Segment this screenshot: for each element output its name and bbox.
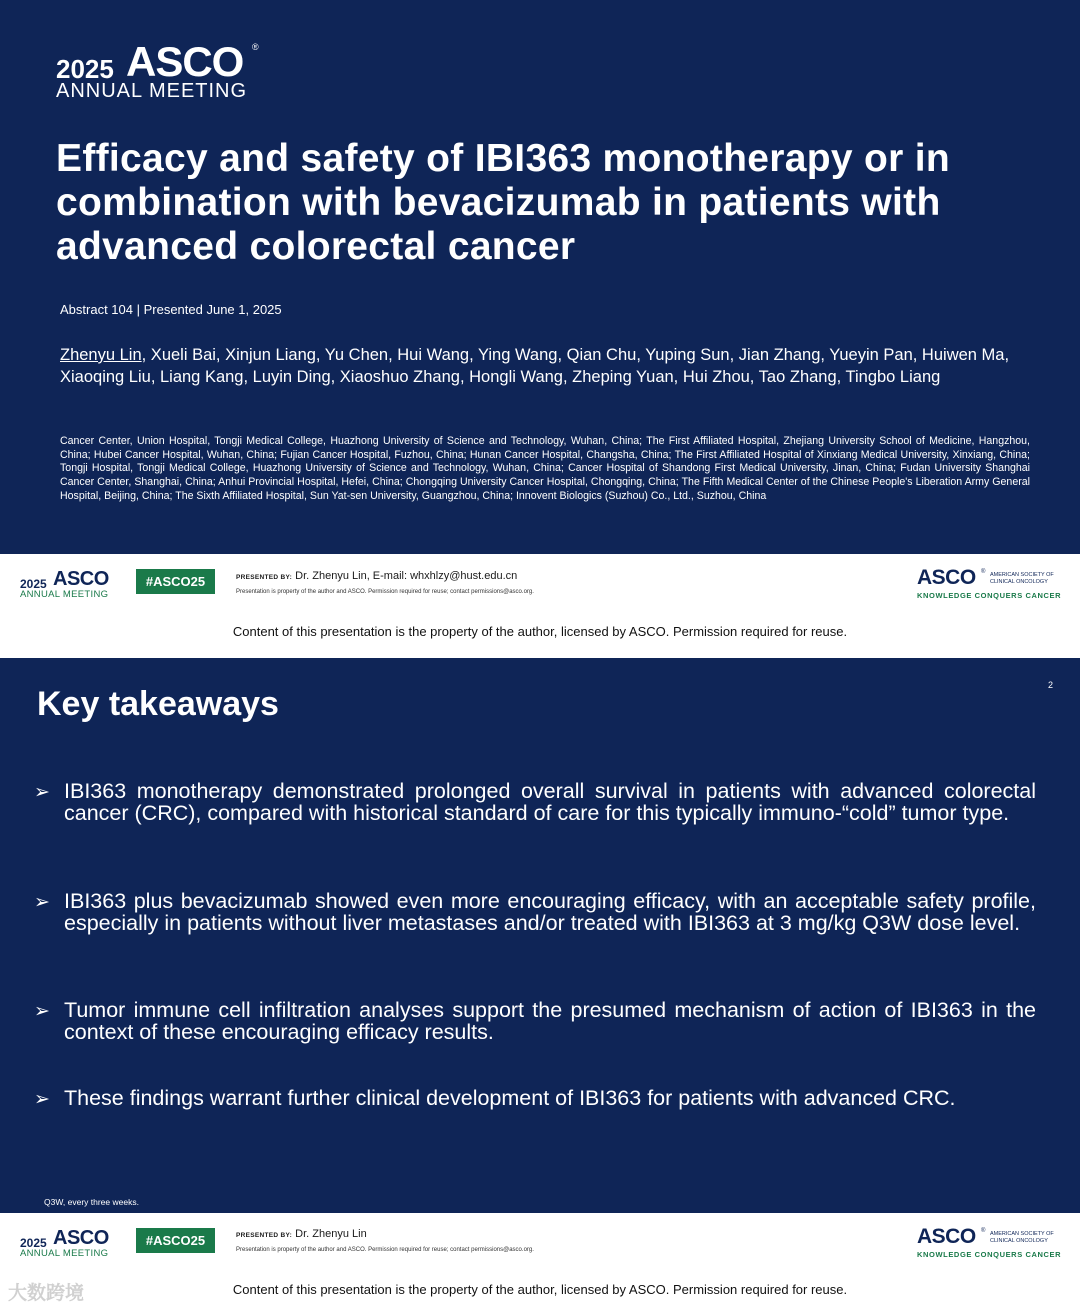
abbreviation-footnote: Q3W, every three weeks. <box>44 1197 139 1207</box>
society-tagline: KNOWLEDGE CONQUERS CANCER <box>917 1250 1062 1259</box>
footer-logo-year: 2025 <box>20 577 47 591</box>
society-registered-mark: ® <box>981 569 986 575</box>
society-name: AMERICAN SOCIETY OF CLINICAL ONCOLOGY <box>990 1231 1054 1244</box>
abstract-info: Abstract 104 | Presented June 1, 2025 <box>60 302 282 317</box>
logo-subtitle: ANNUAL MEETING <box>56 80 248 102</box>
presented-by <box>236 1228 367 1240</box>
society-name: AMERICAN SOCIETY OF CLINICAL ONCOLOGY <box>990 572 1054 585</box>
footer-logo-year: 2025 <box>20 1236 47 1250</box>
presented-by <box>236 570 517 582</box>
affiliations: Cancer Center, Union Hospital, Tongji Medical College, Huazhong University of Science and Technology, Wuhan, China; The First Affiliated Hospital, Zhejiang University School of Medicine, Hangzhou, China; Hubei Cancer Hospital, Wuhan, China; Fujian Cancer Hospital, Fuzhou, China; Hunan Cancer Hospital, Changsha, China; The First Affiliated Hospital of Xinxiang Medical University, Xinxiang, China; Tongji Hospital, Tongji Medical College, Huazhong University of Science and Technology, Wuhan, China; Cancer Hospital of Shandong First Medical University, Jinan, China; Fudan University Shanghai Cancer Center, Shanghai, China; Anhui Provincial Hospital, Hefei, China; Chongqing University Cancer Hospital, Chongqing, China; The Fifth Medical Center of the Chinese People's Liberation Army General Hospital, Beijing, China; The Sixth Affiliated Hospital, Sun Yat-sen University, Guangzhou, China; Innovent Biologics (Suzhou) Co., Ltd., Suzhou, China <box>60 435 1030 502</box>
slide-footer <box>0 554 1080 658</box>
presenter-name: Dr. Zhenyu Lin, E-mail: whxhlzy@hust.edu.cn <box>295 570 518 582</box>
co-authors: , Xueli Bai, Xinjun Liang, Yu Chen, Hui Wang, Ying Wang, Qian Chu, Yuping Sun, Jian Zhang, Yueyin Pan, Huiwen Ma, Xiaoqing Liu, Liang Kang, Luyin Ding, Xiaoshuo Zhang, Hongli Wang, Zheping Yuan, Hui Zhou, Tao Zhang, Tingbo Liang <box>60 346 1010 386</box>
footer-logo-subtitle: ANNUAL MEETING <box>20 589 109 600</box>
presentation-title: Efficacy and safety of IBI363 monotherapy or in combination with bevacizumab in patients with advanced colorectal cancer <box>56 137 950 268</box>
title-slide <box>0 0 1080 554</box>
key-takeaways-slide <box>0 658 1080 1213</box>
footer-logo-brand: ASCO <box>53 1227 109 1249</box>
source-watermark: 大数跨境 <box>8 1283 85 1304</box>
logo-brand: ASCO <box>126 38 244 85</box>
asco-society-logo <box>917 566 1067 605</box>
takeaway-text: IBI363 monotherapy demonstrated prolonged overall survival in patients with advanced colorectal cancer (CRC), compared with historical standard of care for this typically immuno-“cold” tumor type. <box>64 779 1036 825</box>
presenter-name: Dr. Zhenyu Lin <box>295 1228 367 1240</box>
society-registered-mark: ® <box>981 1228 986 1234</box>
arrow-bullet-icon: ➢ <box>34 782 50 803</box>
slide-footer <box>0 1213 1080 1310</box>
takeaway-text: These findings warrant further clinical development of IBI363 for patients with advanced CRC. <box>64 1086 956 1110</box>
hashtag-badge: #ASCO25 <box>136 569 215 594</box>
hashtag-badge: #ASCO25 <box>136 1228 215 1253</box>
society-brand: ASCO <box>917 1225 976 1248</box>
takeaway-text: Tumor immune cell infiltration analyses support the presumed mechanism of action of IBI363 in the context of these encouraging efficacy results. <box>64 998 1036 1044</box>
arrow-bullet-icon: ➢ <box>34 892 50 913</box>
takeaway-text: IBI363 plus bevacizumab showed even more encouraging efficacy, with an acceptable safety profile, especially in patients without liver metastases and/or treated with IBI363 at 3 mg/kg Q3W dose level. <box>64 889 1036 935</box>
content-license-note: Content of this presentation is the property of the author, licensed by ASCO. Permission required for reuse. <box>232 624 848 639</box>
logo-registered-mark: ® <box>252 42 259 52</box>
presented-by-label: PRESENTED BY: <box>236 574 293 581</box>
slide-heading: Key takeaways <box>37 685 279 723</box>
author-list <box>60 344 1035 388</box>
property-note: Presentation is property of the author and ASCO. Permission required for reuse; contact permissions@asco.org. <box>236 1247 534 1253</box>
presented-by-label: PRESENTED BY: <box>236 1232 293 1239</box>
arrow-bullet-icon: ➢ <box>34 1001 50 1022</box>
footer-logo-subtitle: ANNUAL MEETING <box>20 1248 109 1259</box>
content-license-note: Content of this presentation is the property of the author, licensed by ASCO. Permission required for reuse. <box>232 1282 848 1297</box>
footer-logo-brand: ASCO <box>53 568 109 590</box>
asco-society-logo <box>917 1225 1067 1264</box>
property-note: Presentation is property of the author and ASCO. Permission required for reuse; contact permissions@asco.org. <box>236 589 534 595</box>
society-tagline: KNOWLEDGE CONQUERS CANCER <box>917 591 1062 600</box>
logo-year: 2025 <box>56 54 114 84</box>
society-brand: ASCO <box>917 566 976 589</box>
arrow-bullet-icon: ➢ <box>34 1089 50 1110</box>
page-number: 2 <box>1048 680 1054 690</box>
first-author: Zhenyu Lin <box>60 346 142 364</box>
